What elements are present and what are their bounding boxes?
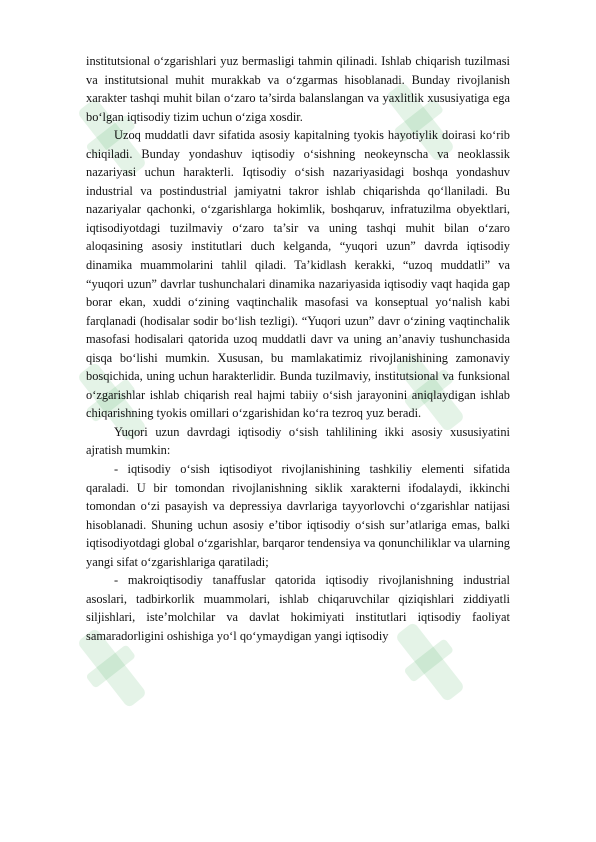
paragraph-analysis-features: Yuqori uzun davrdagi iqtisodiy o‘sish tahlilining ikki asosiy xususiyatini ajratish mumkin: — [86, 424, 510, 458]
paragraph-bullet-1: - iqtisodiy o‘sish iqtisodiyot rivojlanishining tashkiliy elementi sifatida qaraladi. U bir tomondan rivojlanishning siklik xarakterni ifodalaydi, ikkinchi tomondan o‘zi pasayish va depressiya davrlariga tayyorlovchi o‘zgarishlar natijasi hisoblanadi. Shuning uchun asosiy e’tibor iqtisodiy o‘sish sur’atlariga emas, balki iqtisodiyotdagi global o‘zgarishlar, barqaror tendensiya va qonunchiliklar va ularning yangi sifat o‘zgarishlariga qaratiladi; — [86, 462, 510, 569]
document-body — [86, 52, 510, 646]
paragraph-bullet-2: - makroiqtisodiy tanaffuslar qatorida iqtisodiy rivojlanishning industrial asoslari, tadbirkorlik muammolari, ishlab chiqaruvchilar qiziqishlari ziddiyatli siljishlari, iste’molchilar va davlat hokimiyati institutlari iqtisodiy faoliyat samaradorligini oshishiga yo‘l qo‘ymaydigan yangi iqtisodiy — [86, 573, 510, 643]
paragraph-long-term-period: Uzoq muddatli davr sifatida asosiy kapitalning tyokis hayotiylik doirasi ko‘rib chiqiladi. Bunday yondashuv iqtisodiy o‘sishning neokeynscha va neoklassik nazariyasi uchun harakterli. Iqtisodiy o‘sish nazariyasidagi boshqa yondashuv industrial va postindustrial jamiyatni takror ishlab chiqarishda qo‘llaniladi. Bu nazariyalar qachonki, o‘zgarishlarga hokimlik, boshqaruv, infratuzilma obyektlari, iqtisodiyotdagi tuzilmaviy o‘zaro ta’sir va uning tashqi muhit bilan o‘zaro aloqasining asosiy institutlari duch kelganda, “yuqori uzun” davrda iqtisodiy dinamika muammolarini tahlil qiladi. Ta’kidlash kerakki, “uzoq muddatli” va “yuqori uzun” davrlar tushunchalari dinamika nazariyasida iqtisodiy vaqt haqida gap borar ekan, xuddi o‘zining vaqtinchalik masofasi va konseptual yo‘nalish kabi farqlanadi (hodisalar sodir bo‘lish tezligi). “Yuqori uzun” davr o‘zining vaqtinchalik masofasi hodisalari qatorida uzoq muddatli davr va uning an’anaviy tushunchasida qisqa bo‘lishi mumkin. Xususan, bu mamlakatimiz rivojlanishining zamonaviy bosqichida, uning uchun harakterlidir. Bunda tuzilmaviy, institutsional va funksional o‘zgarishlar ishlab chiqarish real hajmi tabiiy o‘sish jarayonini aniqlaydigan ishlab chiqarishning tyokis omillari o‘zgarishidan ko‘ra tezroq yuz beradi. — [86, 128, 510, 421]
paragraph-continuation: institutsional o‘zgarishlari yuz bermasligi tahmin qilinadi. Ishlab chiqarish tuzilmasi va institutsional muhit murakkab va o‘zgarmas hisoblanadi. Bunday rivojlanish xarakter tashqi muhit bilan o‘zaro ta’sirda balanslangan va yaxlitlik xususiyatiga ega bo‘lgan iqtisodiy tizim uchun o‘ziga xosdir. — [86, 54, 510, 124]
